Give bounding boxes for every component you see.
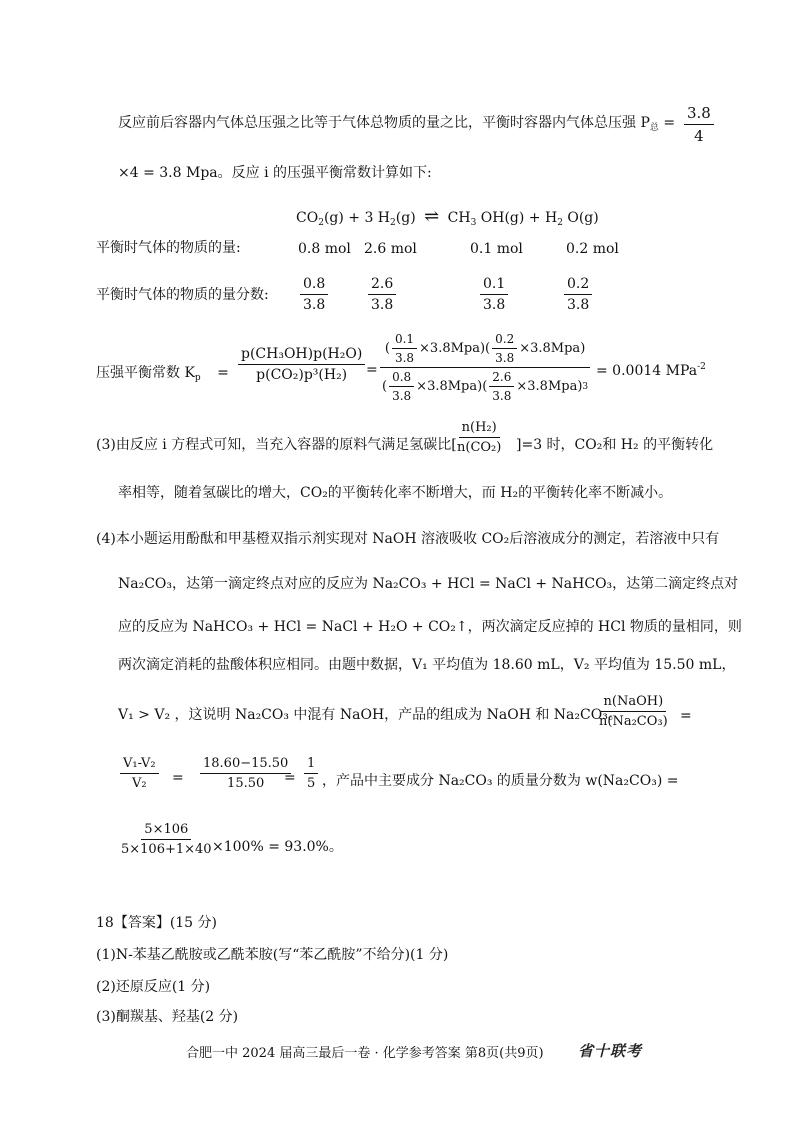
kp-def-den: p(CO₂)p³(H₂) [256, 367, 348, 383]
para1-frac-den: 4 [694, 127, 704, 145]
fraction-co2-num: 0.8 [300, 276, 328, 295]
para1b-line: ×4 = 3.8 Mpa。反应 i 的压强平衡常数计算如下: [118, 165, 432, 181]
moles-value-ch3oh: 0.1 mol [470, 241, 523, 257]
kp-n-a-mpa: ×3.8Mpa [419, 341, 480, 356]
p4-value-num: 18.60−15.50 [200, 756, 291, 774]
kp-eq2: = [366, 362, 378, 378]
kp-n-b-mpa: ×3.8Mpa [519, 341, 581, 356]
kp-n-a-den: 3.8 [394, 351, 415, 365]
reaction-ch3: CH [447, 210, 471, 226]
moles-value-h2o: 0.2 mol [566, 241, 619, 257]
p4-value-den: 15.50 [227, 776, 265, 791]
p4-line4: 两次滴定消耗的盐酸体积应相同。由题中数据，V₁ 平均值为 18.60 mL，V₂ 平均值为 15.50 mL， [118, 657, 736, 673]
page-footer: 合肥一中 2024 届高三最后一卷 · 化学参考答案 第8页(共9页) [186, 1046, 544, 1061]
kp-def-num: p(CH₃OH)p(H₂O) [238, 346, 365, 365]
reaction-co2-sub: 2 [318, 218, 324, 228]
fraction-ch3oh-num: 0.1 [480, 276, 508, 295]
p3-line1-a: (3)由反应 i 方程式可知，当充入容器的原料气满足氢碳比[ [96, 437, 457, 453]
reaction-h2: (g) + 3 H [323, 210, 391, 226]
fraction-h2o-num: 0.2 [564, 276, 592, 295]
p4-mass-num: 5×106 [141, 822, 191, 840]
p3-ratio-den: n(CO₂) [457, 440, 502, 455]
p4-value-fraction [200, 756, 291, 791]
kp-d-b-mpa: ×3.8Mpa [516, 379, 578, 394]
reaction-ch3-sub: 3 [470, 218, 477, 228]
p4-result-fraction [304, 756, 318, 791]
kp-big-fraction [380, 332, 590, 403]
moles-label: 平衡时气体的物质的量: [96, 240, 241, 256]
p4-mass-fraction [118, 822, 215, 857]
reaction-h2o-sub: 2 [557, 218, 563, 228]
fraction-co2 [300, 276, 328, 313]
p4-line1: (4)本小题运用酚酞和甲基橙双指示剂实现对 NaOH 溶液吸收 CO₂后溶液成分的测定，若溶液中只有 [96, 531, 720, 547]
p4-v-den: V₂ [132, 776, 147, 791]
para1-eq: = [663, 115, 676, 131]
kp-label [96, 362, 229, 383]
kp-label-text: 压强平衡常数 K [96, 365, 195, 381]
p4-ratio-eq: = [680, 708, 692, 724]
p4-mass-den: 5×106+1×40 [121, 842, 212, 857]
fraction-co2-den: 3.8 [303, 297, 326, 313]
p4-ratio-den: n(Na₂CO₃) [599, 714, 668, 729]
moles-value-h2: 2.6 mol [364, 241, 417, 257]
kp-d-frac-b [489, 370, 514, 403]
p4-eq2: = [284, 770, 296, 786]
fraction-h2 [368, 276, 396, 313]
para1-frac-num: 3.8 [684, 104, 714, 125]
reaction-equation [296, 206, 599, 228]
fractions-label: 平衡时气体的物质的量分数: [96, 287, 269, 303]
p3-ratio-num: n(H₂) [459, 420, 500, 438]
p4-result-den: 5 [307, 776, 316, 791]
q18-heading: 18【答案】(15 分) [96, 915, 218, 931]
kp-n-frac-b [492, 332, 517, 365]
p4-ratio-fraction [596, 694, 671, 729]
kp-d-a-num: 0.8 [389, 370, 414, 387]
p4-v-num: V₁-V₂ [120, 756, 159, 774]
reaction-co2: CO [296, 210, 319, 226]
fraction-h2-num: 2.6 [368, 276, 396, 295]
kp-definition-fraction [238, 346, 365, 383]
reaction-ch3oh-h2: OH(g) + H [476, 210, 558, 226]
para1-line [118, 116, 675, 133]
p4-v-fraction [120, 756, 159, 791]
kp-d-b-den: 3.8 [492, 389, 512, 403]
fraction-h2-den: 3.8 [371, 297, 394, 313]
kp-result-sup: -2 [697, 362, 706, 372]
kp-cube: 3 [582, 381, 589, 392]
fraction-h2o-den: 3.8 [567, 297, 590, 313]
p4-mass-fraction-text: ，产品中主要成分 Na₂CO₃ 的质量分数为 w(Na₂CO₃) = [322, 773, 679, 789]
p4-line5: V₁ > V₂ ，这说明 Na₂CO₃ 中混有 NaOH，产品的组成为 NaOH 和 Na₂CO₃。 [118, 707, 622, 723]
p4-mass-result: ×100% = 93.0%。 [212, 839, 343, 855]
para1-fraction [684, 104, 714, 145]
kp-n-b-den: 3.8 [495, 351, 515, 365]
p3-ratio-fraction [454, 420, 504, 455]
p3-line1 [96, 434, 457, 454]
para1-text: 反应前后容器内气体总压强之比等于气体总物质的量之比，平衡时容器内气体总压强 P [118, 115, 650, 131]
kp-result [596, 362, 706, 379]
kp-d-b-num: 2.6 [489, 370, 514, 387]
fraction-ch3oh [480, 276, 508, 313]
p4-ratio-num: n(NaOH) [601, 694, 667, 712]
kp-n-frac-a [392, 332, 417, 365]
q18-answer-2: (2)还原反应(1 分) [96, 979, 211, 995]
kp-result-text: = 0.0014 MPa [596, 363, 698, 379]
fraction-ch3oh-den: 3.8 [483, 297, 506, 313]
para1-subscript: 总 [649, 123, 659, 133]
p4-line3: 应的反应为 NaHCO₃ + HCl = NaCl + H₂O + CO₂↑，两次滴定反应掉的 HCl 物质的量相同，则 [118, 619, 742, 635]
reaction-h2-state: (g) [395, 210, 416, 226]
moles-value-co2: 0.8 mol [298, 241, 351, 257]
kp-n-a-num: 0.1 [392, 332, 417, 349]
footer-stamp: 省十联考 [578, 1042, 643, 1060]
p4-eq1: = [172, 770, 184, 786]
p3-line1-b: ]=3 时，CO₂和 H₂ 的平衡转化 [516, 437, 714, 453]
reaction-h2o: O(g) [562, 210, 599, 226]
kp-n-b-num: 0.2 [492, 332, 517, 349]
fraction-h2o [564, 276, 592, 313]
kp-eq: = [217, 365, 229, 381]
equilibrium-arrow: ⇌ [424, 206, 440, 227]
kp-big-denominator: ( $\frac{0.8}{3.8}$ ×3.8Mpa )( $\frac{2.6}{3.8}$ ×3.8Mpa ) 3 [382, 370, 589, 403]
reaction-h2-sub: 2 [390, 218, 396, 228]
p4-line2: Na₂CO₃，达第一滴定终点对应的反应为 Na₂CO₃ + HCl = NaCl + NaHCO₃，达第二滴定终点对 [118, 576, 739, 592]
kp-d-a-mpa: ×3.8Mpa [416, 379, 478, 394]
p4-result-num: 1 [304, 756, 318, 774]
kp-big-numerator: ( $\frac{0.1}{3.8}$ ×3.8Mpa )( $\frac{0.2}{3.8}$ ×3.8Mpa ) [384, 332, 586, 365]
q18-answer-3: (3)酮羰基、羟基(2 分) [96, 1009, 239, 1025]
q18-answer-1: (1)N-苯基乙酰胺或乙酰苯胺(写“苯乙酰胺”不给分)(1 分) [96, 947, 449, 963]
kp-label-sub: p [194, 373, 201, 383]
kp-d-a-den: 3.8 [392, 389, 412, 403]
p3-line2: 率相等，随着氢碳比的增大，CO₂的平衡转化率不断增大，而 H₂的平衡转化率不断减小。 [118, 485, 673, 501]
kp-d-frac-a [389, 370, 414, 403]
